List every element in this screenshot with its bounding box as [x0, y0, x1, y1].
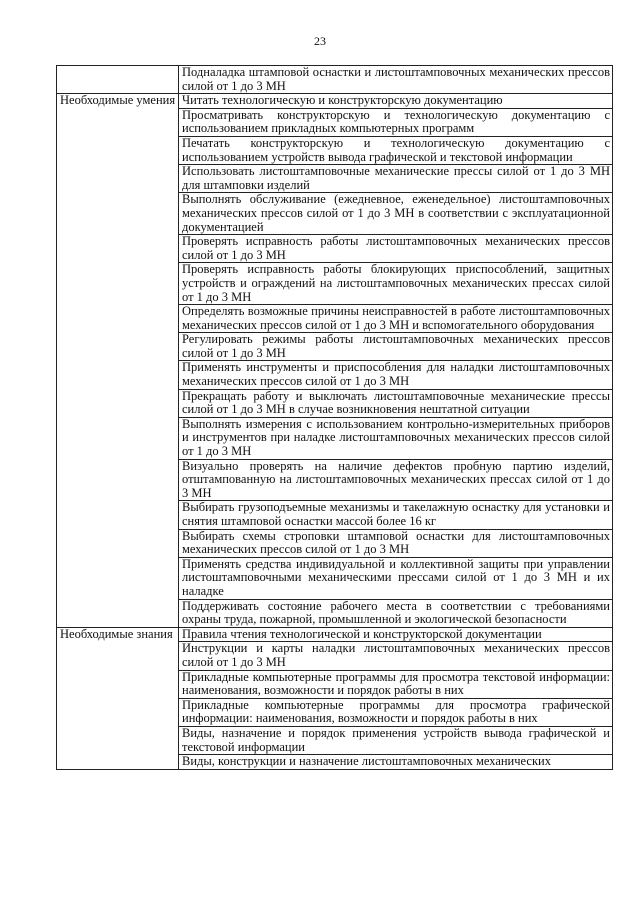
skills-item: Определять возможные причины неисправностей в работе листоштамповочных механических прессов силой от 1 до 3 МН и вспомогательного оборудования [179, 305, 613, 333]
knowledge-item: Прикладные компьютерные программы для просмотра текстовой информации: наименования, возможности и порядок работы в них [179, 670, 613, 698]
skills-item: Выполнять обслуживание (ежедневное, еженедельное) листоштамповочных механических прессов силой от 1 до 3 МН в соответствии с эксплуатационной документацией [179, 193, 613, 235]
skills-category-label: Необходимые умения [57, 94, 179, 628]
table-row [57, 94, 613, 109]
skills-item: Применять инструменты и приспособления для наладки листоштамповочных механических прессов силой от 1 до 3 МН [179, 361, 613, 389]
knowledge-item: Правила чтения технологической и конструкторской документации [179, 627, 613, 642]
skills-item: Проверять исправность работы блокирующих приспособлений, защитных устройств и ограждений на листоштамповочных механических прессах силой от 1 до 3 МН [179, 263, 613, 305]
knowledge-item: Виды, конструкции и назначение листоштамповочных механических [179, 755, 613, 770]
skills-item: Поддерживать состояние рабочего места в соответствии с требованиями охраны труда, пожарной, промышленной и экологической безопасности [179, 599, 613, 627]
page-number: 23 [314, 34, 326, 48]
requirements-table-body [57, 66, 613, 770]
skills-item: Просматривать конструкторскую и технологическую документацию с использованием прикладных компьютерных программ [179, 108, 613, 136]
knowledge-item: Инструкции и карты наладки листоштамповочных механических прессов силой от 1 до 3 МН [179, 642, 613, 670]
skills-item: Проверять исправность работы листоштамповочных механических прессов силой от 1 до 3 МН [179, 235, 613, 263]
knowledge-category-label: Необходимые знания [57, 627, 179, 769]
skills-item: Визуально проверять на наличие дефектов пробную партию изделий, отштампованную на листоштамповочных механических прессах силой от 1 до 3 МН [179, 459, 613, 501]
skills-item: Применять средства индивидуальной и коллективной защиты при управлении листоштамповочными механическими прессами силой от 1 до 3 МН и их наладке [179, 557, 613, 599]
category-cell [57, 66, 179, 94]
skills-item: Печатать конструкторскую и технологическую документацию с использованием устройств вывода графической и текстовой информации [179, 136, 613, 164]
requirement-item: Подналадка штамповой оснастки и листоштамповочных механических прессов силой от 1 до 3 МН [179, 66, 613, 94]
knowledge-item: Виды, назначение и порядок применения устройств вывода графической и текстовой информации [179, 726, 613, 754]
skills-item: Выбирать грузоподъемные механизмы и такелажную оснастку для установки и снятия штамповой оснастки массой более 16 кг [179, 501, 613, 529]
table-row [57, 627, 613, 642]
skills-item: Читать технологическую и конструкторскую документацию [179, 94, 613, 109]
skills-item: Прекращать работу и выключать листоштамповочные механические прессы силой от 1 до 3 МН в случае возникновения нештатной ситуации [179, 389, 613, 417]
requirements-table [56, 65, 613, 770]
knowledge-item: Прикладные компьютерные программы для просмотра графической информации: наименования, возможности и порядок работы в них [179, 698, 613, 726]
table-row [57, 66, 613, 94]
skills-item: Использовать листоштамповочные механические прессы силой от 1 до 3 МН для штамповки изделий [179, 165, 613, 193]
skills-item: Выполнять измерения с использованием контрольно-измерительных приборов и инструментов при наладке листоштамповочных механических прессов силой от 1 до 3 МН [179, 417, 613, 459]
skills-item: Регулировать режимы работы листоштамповочных механических прессов силой от 1 до 3 МН [179, 333, 613, 361]
skills-item: Выбирать схемы строповки штамповой оснастки для листоштамповочных механических прессов силой от 1 до 3 МН [179, 529, 613, 557]
